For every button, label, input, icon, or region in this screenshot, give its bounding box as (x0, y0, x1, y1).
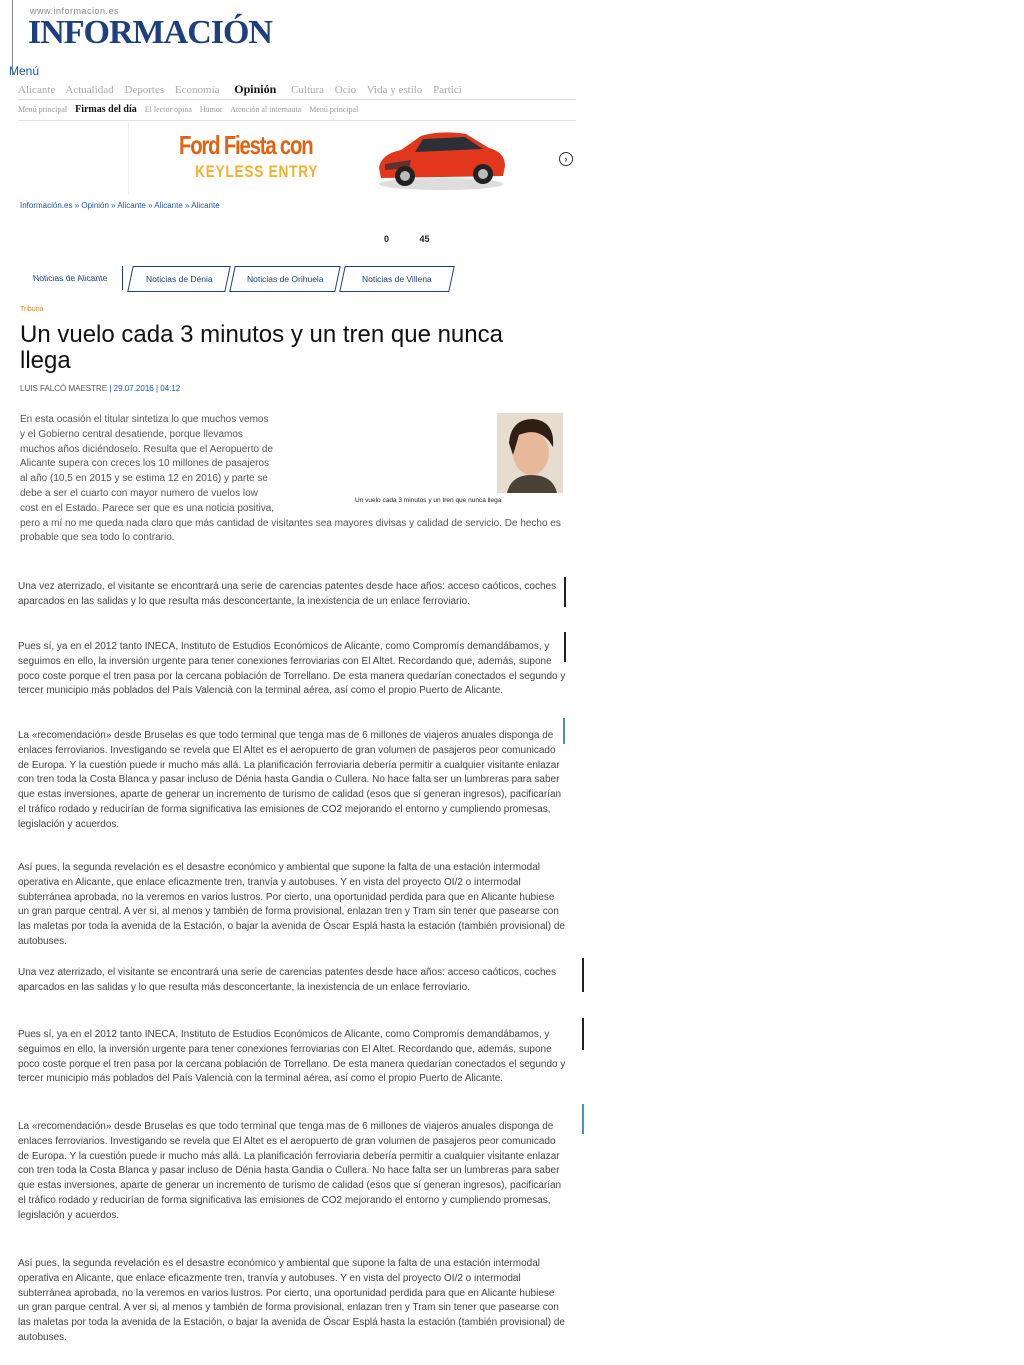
main-nav-item-ocio[interactable]: Ocio (334, 84, 357, 96)
main-nav-item-deportes[interactable]: Deportes (124, 84, 165, 96)
article-byline (20, 384, 180, 393)
main-nav-item-economia[interactable]: Economía (174, 84, 220, 96)
photo-caption: Un vuelo cada 3 minutos y un tren que nunca llega (355, 497, 502, 504)
tab-villena[interactable] (339, 266, 455, 292)
site-url: www.informacion.es (30, 6, 120, 16)
sub-nav-divider (18, 120, 576, 121)
margin-mark (563, 718, 565, 744)
article-lead (20, 413, 565, 546)
sub-nav-item-humor[interactable]: Humor (199, 105, 223, 114)
article-author[interactable]: LUIS FALCÓ MAESTRE (20, 384, 108, 393)
main-nav-item-alicante[interactable]: Alicante (18, 84, 56, 96)
main-nav-item-opinion[interactable]: Opinión (234, 82, 277, 96)
tab-villena-label: Noticias de Villena (362, 274, 432, 284)
tab-orihuela[interactable] (229, 266, 341, 292)
sub-nav-item-atencion[interactable]: Atención al internauta (230, 105, 302, 114)
margin-mark (564, 577, 566, 607)
menu-link[interactable]: Menú (9, 64, 40, 78)
main-nav-item-actualidad[interactable]: Actualidad (65, 84, 114, 96)
main-nav-item-vida-y-estilo[interactable]: Vida y estilo (366, 84, 423, 96)
article-paragraph: Así pues, la segunda revelación es el desastre económico y ambiental que supone la falta de una estación intermodal operativa en Alicante, que enlace eficazmente tren, tranvía y autobuses. Y en vista del proyecto OI/2 o intermodal subterránea aprobada, no la veremos en varios lustros. Por cierto, una oportunidad perdida para que en Alicante hubiese un gran parque central. A ver si, al menos y también de forma provisional, enlazan tren y Tram sin tener que pasearse con las maletas por toda la avenida de la Estación, o bajar la avenida de Óscar Esplá hasta la estación (también provisional) de autobuses. (18, 862, 565, 947)
margin-mark (582, 1018, 584, 1050)
ad-title: Ford Fiesta con (179, 130, 313, 160)
ad-banner[interactable] (128, 122, 577, 194)
article-paragraph: Una vez aterrizado, el visitante se encontrará una serie de carencias patentes desde hace años: acceso caóticos, coches aparcados en las salidas y lo que resulta más desconcertante, la inexistencia de un enlace ferroviario. (18, 967, 557, 993)
main-nav-item-cultura[interactable]: Cultura (291, 84, 325, 96)
site-logo[interactable]: INFORMACIÓN (28, 14, 272, 51)
article-paragraph: Una vez aterrizado, el visitante se encontrará una serie de carencias patentes desde hace años: acceso caóticos, coches aparcados en las salidas y lo que resulta más desconcertante, la inexistencia de un enlace ferroviario. (18, 581, 557, 607)
sub-nav-item-lector-opina[interactable]: El lector opina (144, 105, 192, 114)
tab-denia[interactable] (127, 266, 231, 292)
ad-subtitle: KEYLESS ENTRY (195, 162, 319, 181)
margin-mark (582, 958, 584, 992)
share-counters (384, 234, 458, 244)
tab-alicante-label: Noticias de Alicante (31, 273, 109, 283)
article-paragraph: Pues sí, ya en el 2012 tanto INECA, Instituto de Estudios Económicos de Alicante, como Compromís demandábamos, y seguimos en ello, la inversión urgente para tener conexiones ferroviarias con El Altet. Recordando que, además, supone poco coste porque el tren pasa por la cercana población de Torrellano. De esta manera quedarían conectados el segundo y tercer municipio más poblados del País Valencià con la terminal aérea, así como el propio Puerto de Alicante. (18, 641, 566, 697)
article-paragraph: La «recomendación» desde Bruselas es que todo terminal que tenga mas de 6 millones de viajeros anuales disponga de enlaces ferroviarios. Investigando se revela que El Altet es el aeropuerto de gran volumen de pasajeros peor comunicado de Europa. Y la cuestión puede ir mucho más allá. La planificación ferroviaria debería permitir a cualquier visitante enlazar con tren toda la Costa Blanca y pasar incluso de Dénia hasta Gandia o Cullera. No hace falta ser un lumbreras para saber que estas inversiones, aparte de generar un incremento de turismo de calidad (esos que sí generan ingresos), pacificarían el tráfico rodado y reducirían de forma significativa las emisiones de CO2 mejorando el entorno y cumpliendo promesas, legislación y acuerdos. (18, 1121, 562, 1221)
article-paragraph: Pues sí, ya en el 2012 tanto INECA, Instituto de Estudios Económicos de Alicante, como Compromís demandábamos, y seguimos en ello, la inversión urgente para tener conexiones ferroviarias con El Altet. Recordando que, además, supone poco coste porque el tren pasa por la cercana población de Torrellano. De esta manera quedarían conectados el segundo y tercer municipio más poblados del País Valencià con la terminal aérea, así como el propio Puerto de Alicante. (18, 1029, 566, 1085)
main-nav (18, 82, 578, 97)
sub-nav-item-firmas[interactable]: Firmas del día (75, 104, 137, 115)
sub-nav (18, 104, 578, 115)
counter-a: 0 (384, 234, 390, 244)
article-lead-text: En esta ocasión el titular sintetiza lo que muchos vemos y el Gobierno central desatiende, porque llevamos muchos años diciéndoselo. Resulta que el Aeropuerto de Alicante supera con creces los 10 millones de pasajeros al año (10,5 en 2015 y se estima 12 en 2016) y parte se debe a ser el cuarto con mayor numero de vuelos low cost en el Estado. Parece ser que es una noticia positiva, pero a mí no me queda nada claro que más cantidad de visitantes sea mayores divisas y calidad de servicio. De hecho es probable que sea todo lo contrario. (20, 414, 561, 544)
article-paragraph: La «recomendación» desde Bruselas es que todo terminal que tenga mas de 6 millones de viajeros anuales disponga de enlaces ferroviarios. Investigando se revela que El Altet es el aeropuerto de gran volumen de pasajeros peor comunicado de Europa. Y la cuestión puede ir mucho más allá. La planificación ferroviaria debería permitir a cualquier visitante enlazar con tren toda la Costa Blanca y pasar incluso de Dénia hasta Gandia o Cullera. No hace falta ser un lumbreras para saber que estas inversiones, aparte de generar un incremento de turismo de calidad (esos que sí generan ingresos), pacificarían el tráfico rodado y reducirían de forma significativa las emisiones de CO2 mejorando el entorno y cumpliendo promesas, legislación y acuerdos. (18, 730, 562, 830)
article-title: Un vuelo cada 3 minutos y un tren que nunca llega (20, 321, 503, 374)
margin-mark (582, 1104, 584, 1134)
breadcrumb[interactable]: Información.es » Opinión » Alicante » Alicante » Alicante (20, 201, 220, 210)
counter-b: 45 (419, 234, 430, 244)
article-kicker: Tribuna (20, 306, 44, 313)
local-news-tabs (18, 266, 458, 292)
car-image (371, 124, 511, 192)
lead-photo-spacer (275, 413, 565, 513)
ad-next-arrow-icon[interactable]: › (559, 152, 573, 166)
sub-nav-item-menu-principal-2[interactable]: Menú principal (309, 105, 359, 114)
article-date: | 29.07.2016 | 04:12 (109, 384, 181, 393)
tab-orihuela-label: Noticias de Orihuela (246, 274, 324, 284)
article-paragraph: Así pues, la segunda revelación es el desastre económico y ambiental que supone la falta de una estación intermodal operativa en Alicante, que enlace eficazmente tren, tranvía y autobuses. Y en vista del proyecto OI/2 o intermodal subterránea aprobada, no la veremos en varios lustros. Por cierto, una oportunidad perdida para que en Alicante hubiese un gran parque central. A ver si, al menos y también de forma provisional, enlazan tren y Tram sin tener que pasearse con las maletas por toda la avenida de la Estación, o bajar la avenida de Óscar Esplá hasta la estación (también provisional) de autobuses. (18, 1258, 565, 1343)
tab-alicante[interactable] (18, 266, 123, 290)
main-nav-divider (18, 99, 576, 100)
sub-nav-item-menu-principal[interactable]: Menú principal (18, 105, 68, 114)
main-nav-item-participa[interactable]: Partici (433, 84, 462, 96)
tab-denia-label: Noticias de Dénia (145, 274, 213, 284)
margin-mark (564, 632, 566, 662)
